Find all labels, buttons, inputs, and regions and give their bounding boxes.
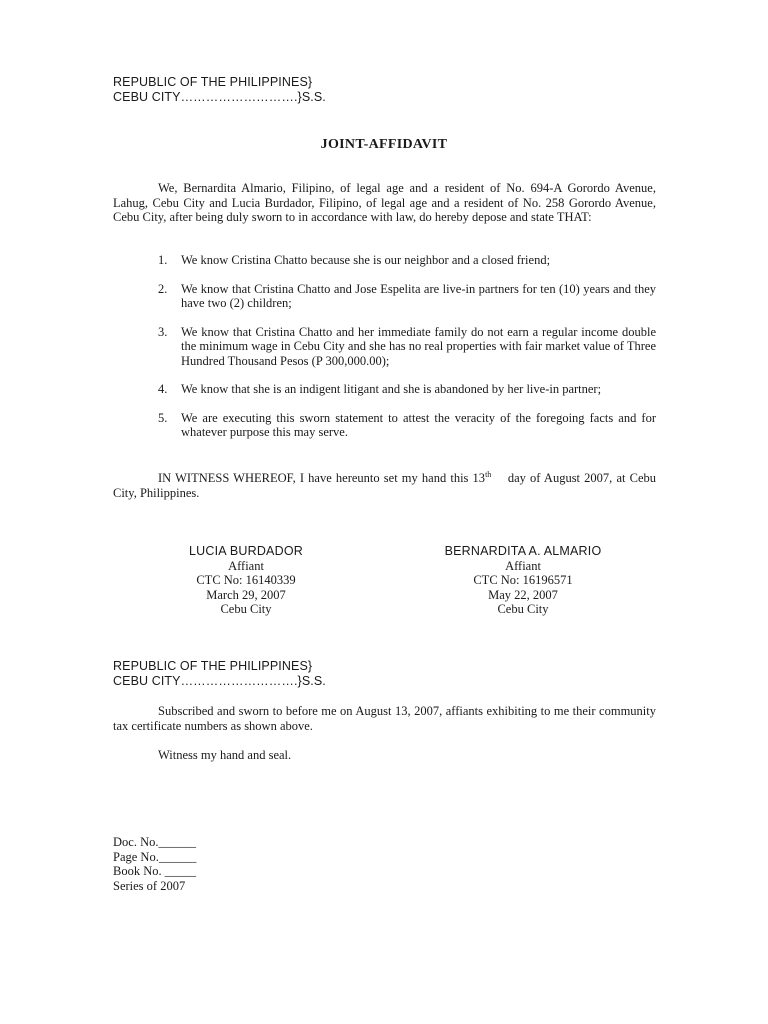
signatory-name: BERNARDITA A. ALMARIO — [444, 544, 602, 558]
signatory-place: Cebu City — [497, 602, 549, 616]
statement-item — [113, 325, 656, 369]
signatory-ctc: CTC No: 16140339 — [196, 573, 296, 587]
signatory-place: Cebu City — [220, 602, 272, 616]
notarial-register — [113, 835, 196, 893]
statement-number: 5. — [158, 410, 168, 425]
intro-paragraph: We, Bernardita Almario, Filipino, of legal age and a resident of No. 694-A Gorordo Avenue, Lahug, Cebu City and Lucia Burdador, Filipino, of legal age and a resident of No. 258 Gorordo Avenue, Cebu City, after being duly sworn to in accordance with law, do hereby depose and state THAT: — [113, 181, 656, 224]
signatory-role: Affiant — [505, 558, 541, 573]
document-title: JOINT-AFFIDAVIT — [320, 137, 448, 152]
statement-item — [113, 282, 656, 311]
statement-number: 3. — [158, 324, 168, 339]
statement-text: We are executing this sworn statement to attest the veracity of the foregoing facts and for whatever purpose this may serve. — [181, 410, 656, 439]
statement-number: 4. — [158, 382, 168, 396]
signatory-block-left — [146, 544, 346, 617]
page-number-field: Page No.______ — [113, 849, 197, 864]
venue-city-line: CEBU CITY……………………….}S.S. — [113, 90, 326, 104]
signatory-name: LUCIA BURDADOR — [189, 544, 303, 558]
statement-number: 2. — [158, 281, 168, 296]
venue-header-bottom — [113, 659, 326, 689]
venue-header-top — [113, 75, 326, 105]
signatory-ctc: CTC No: 16196571 — [473, 573, 573, 587]
signatory-role: Affiant — [228, 558, 264, 573]
day-ordinal-suffix: th — [485, 469, 492, 479]
statement-item — [113, 382, 656, 397]
statement-list — [113, 253, 656, 454]
doc-number-field: Doc. No.______ — [113, 835, 196, 849]
signatory-block-right — [423, 544, 623, 617]
signatory-date: March 29, 2007 — [206, 587, 286, 602]
statement-text: We know that Cristina Chatto and her immediate family do not earn a regular income double the minimum wage in Cebu City and she has no real properties with fair market value of Three Hundred Thousand Pesos (P 300,000.00); — [181, 324, 656, 368]
statement-text: We know Cristina Chatto because she is our neighbor and a closed friend; — [181, 253, 551, 267]
jurat-paragraph: Subscribed and sworn to before me on August 13, 2007, affiants exhibiting to me their community tax certificate numbers as shown above. — [113, 704, 656, 733]
statement-item — [113, 253, 656, 268]
witness-text-end: day of August 2007, at Cebu City, Philippines. — [113, 471, 660, 500]
witness-seal-line: Witness my hand and seal. — [158, 748, 292, 762]
venue-republic-line: REPUBLIC OF THE PHILIPPINES} — [113, 75, 313, 89]
statement-text: We know that she is an indigent litigant and she is abandoned by her live-in partner; — [181, 382, 602, 396]
statement-text: We know that Cristina Chatto and Jose Espelita are live-in partners for ten (10) years and they have two (2) children; — [181, 281, 656, 310]
venue-city-line: CEBU CITY……………………….}S.S. — [113, 674, 326, 688]
series-field: Series of 2007 — [113, 878, 186, 893]
statement-item — [113, 411, 656, 440]
witness-text-start: IN WITNESS WHEREOF, I have hereunto set my hand this 13 — [158, 471, 486, 485]
statement-number: 1. — [158, 253, 168, 267]
signatory-date: May 22, 2007 — [488, 587, 558, 602]
witness-clause — [113, 469, 660, 500]
venue-republic-line: REPUBLIC OF THE PHILIPPINES} — [113, 659, 313, 673]
book-number-field: Book No. _____ — [113, 864, 196, 878]
